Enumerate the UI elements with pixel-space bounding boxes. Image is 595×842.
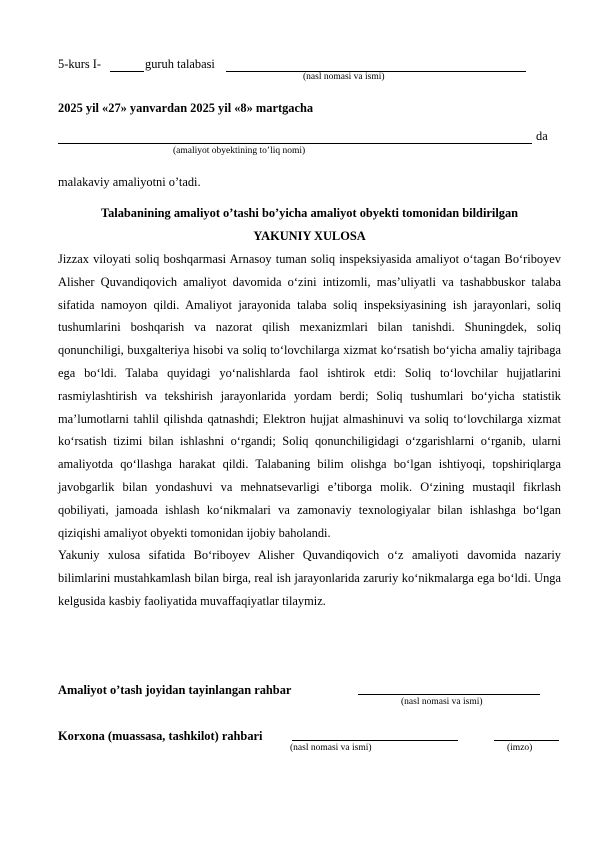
conclusion-body bbox=[58, 248, 561, 613]
group-number-blank bbox=[110, 71, 144, 72]
student-name-caption: (nasl nomasi va ismi) bbox=[303, 72, 385, 82]
group-line-student-label: guruh talabasi bbox=[145, 57, 215, 71]
head-label: Korxona (muassasa, tashkilot) rahbari bbox=[58, 729, 263, 743]
organization-blank bbox=[58, 143, 532, 144]
document-title-line2: YAKUNIY XULOSA bbox=[253, 229, 366, 243]
signature-caption: (imzo) bbox=[507, 743, 533, 753]
organization-suffix: da bbox=[536, 129, 548, 143]
supervisor-name-blank bbox=[358, 694, 540, 695]
head-name-caption: (nasl nomasi va ismi) bbox=[290, 743, 372, 753]
conclusion-paragraph-1: Jizzax viloyati soliq boshqarmasi Arnasoy tuman soliq inspeksiyasida amaliyot o‘tagan Bo‘riboyev Alisher Quvandiqovich amaliyot davomida o‘zini intizomli, mas’uliyatli va tashabbuskor talaba sifatida namoyon qildi. Amaliyot jarayonida talaba soliq inspeksiyasining ish jarayonlari, soliq tushumlarini boshqarish va nazorat qilish mexanizmlari bilan tanishdi. Shuningdek, soliq qonunchiligi, buxgalteriya hisobi va soliq to‘lovchilarga xizmat ko‘rsatish bo‘yicha amaliy tajribaga ega bo‘ldi. Talaba quyidagi yo‘nalishlarda faol ishtirok etdi: Soliq to‘lovchilar hujjatlarini rasmiylashtirish va tekshirish jarayonlarida yordam berdi; Soliq tushumlari bo‘yicha statistik ma’lumotlarni tahlil qilishda qatnashdi; Elektron hujjat almashinuvi va soliq to‘lovchilarga xizmat ko‘rsatish tizimi bilan ishlashni o‘rgandi; Soliq qonunchiligidagi o‘zgarishlarni o‘rganib, ularni amaliyotda qo‘llashga harakat qildi. Talabaning bilim olishga bo‘lgan ishtiyoqi, topshiriqlarga javobgarlik bilan yondashuvi va mehnatsevarligi e’tiborga molik. O‘zining mustaqil fikrlash qobiliyati, jamoada ishlash ko‘nikmalari va zamonaviy texnologiyalar bilan ishlashga bo‘lgan qiziqishi amaliyot obyekti tomonidan ijobiy baholandi. bbox=[58, 252, 561, 540]
practice-type-text: malakaviy amaliyotni o’tadi. bbox=[58, 175, 201, 189]
supervisor-name-caption: (nasl nomasi va ismi) bbox=[401, 697, 483, 707]
group-line-prefix: 5-kurs I- bbox=[58, 57, 102, 71]
conclusion-paragraph-2: Yakuniy xulosa sifatida Bo‘riboyev Alisher Quvandiqovich o‘z amaliyoti davomida nazariy bilimlarini mustahkamlash bilan birga, real ish jarayonlarida zaruriy ko‘nikmalarga ega bo‘ldi. Unga kelgusida kasbiy faoliyatida muvaffaqiyatlar tilaymiz. bbox=[58, 548, 561, 608]
document-title-line1: Talabanining amaliyot o’tashi bo’yicha amaliyot obyekti tomonidan bildirilgan bbox=[100, 206, 519, 220]
supervisor-label: Amaliyot o’tash joyidan tayinlangan rahbar bbox=[58, 683, 292, 697]
head-name-blank bbox=[292, 740, 458, 741]
practice-dates: 2025 yil «27» yanvardan 2025 yil «8» martgacha bbox=[58, 101, 314, 115]
signature-blank bbox=[494, 740, 559, 741]
organization-caption: (amaliyot obyektining to’liq nomi) bbox=[173, 146, 306, 156]
